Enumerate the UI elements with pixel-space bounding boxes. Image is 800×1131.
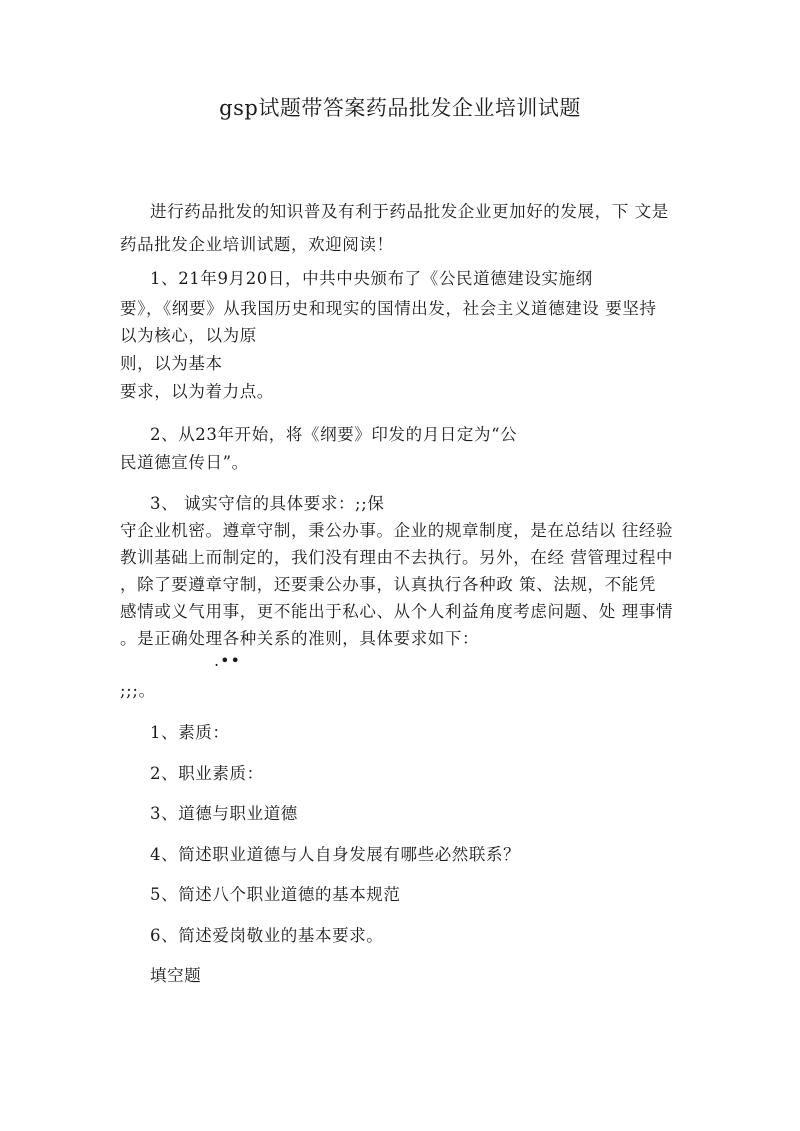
q3-line-end: ;;;。 [120, 681, 156, 700]
intro-line-1: 进行药品批发的知识普及有利于药品批发企业更加好的发展，下 文是 [150, 202, 669, 221]
list-item-4: 4、简述职业道德与人自身发展有哪些必然联系？ [150, 845, 521, 864]
q3-line-6: 。是正确处理各种关系的准则，具体要求如下： [120, 629, 480, 648]
section-heading-fill-in: 填空题 [150, 966, 202, 985]
q1-line-1: 1、21年9月20日，中共中央颁布了《公民道德建设实施纲 [150, 269, 593, 288]
list-item-2: 2、职业素质： [150, 764, 264, 783]
q3-line-4: ，除了要遵章守制，还要秉公办事，认真执行各种政 策、法规，不能凭 [120, 575, 656, 594]
intro-line-2: 药品批发企业培训试题，欢迎阅读！ [120, 235, 394, 254]
dots-marker: .•• [214, 651, 241, 670]
q1-line-3: 以为核心，以为原 [120, 326, 257, 345]
q2-line-1: 2、从23年开始，将《纲要》印发的月日定为“公 [150, 425, 518, 444]
document-title: gsp试题带答案药品批发企业培训试题 [219, 96, 581, 120]
list-item-3: 3、道德与职业道德 [150, 804, 298, 823]
list-item-6: 6、简述爱岗敬业的基本要求。 [150, 926, 384, 945]
q2-line-2: 民道德宣传日”。 [120, 453, 249, 472]
q1-line-4: 则，以为基本 [120, 354, 223, 373]
list-item-5: 5、简述八个职业道德的基本规范 [150, 885, 401, 904]
q3-line-1: 3、 诚实守信的具体要求：;;保 [150, 494, 385, 513]
q1-line-5: 要求，以为着力点。 [120, 382, 274, 401]
q1-line-2: 要》，《纲要》从我国历史和现实的国情出发，社会主义道德建设 要坚持 [120, 299, 657, 318]
q3-line-2: 守企业机密。遵章守制，秉公办事。企业的规章制度，是在总结以 往经验 [120, 521, 674, 540]
q3-line-3: 教训基础上而制定的，我们没有理由不去执行。另外，在经 营管理过程中 [120, 548, 674, 567]
q3-line-5: 感情或义气用事，更不能出于私心、从个人利益角度考虑问题、处 理事情 [120, 602, 674, 621]
list-item-1: 1、素质： [150, 723, 230, 742]
